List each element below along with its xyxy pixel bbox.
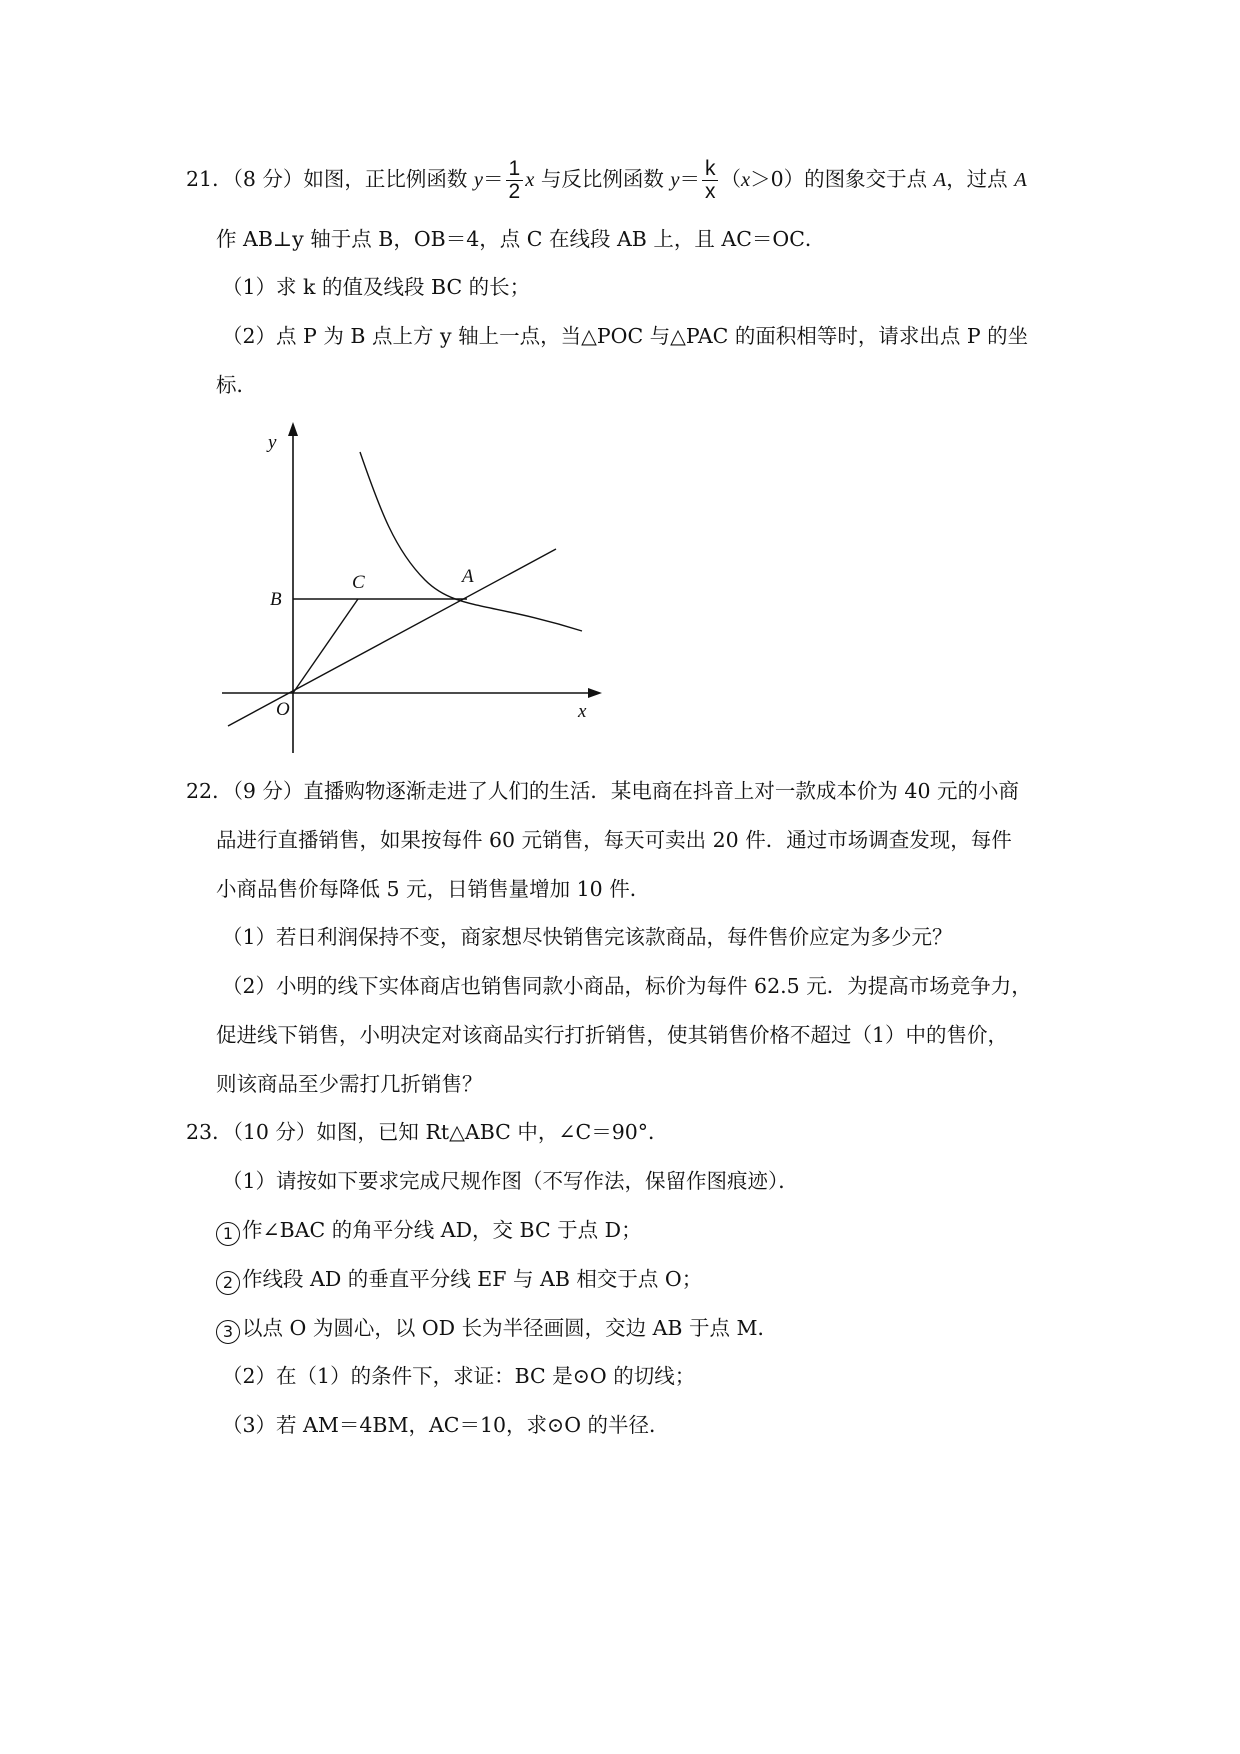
q21-prefix: 21．（8 分）如图，正比例函数 (186, 167, 474, 191)
q23-part2: （2）在（1）的条件下，求证：BC 是⊙O 的切线； (222, 1364, 696, 1388)
q23-step2-text: 作线段 AD 的垂直平分线 EF 与 AB 相交于点 O； (242, 1267, 703, 1291)
fraction-denominator: x (704, 180, 716, 203)
fraction-numerator: k (702, 158, 719, 181)
q22-line3: 小商品售价每降低 5 元，日销售量增加 10 件． (216, 877, 651, 901)
q21-mid: 与反比例函数 (534, 167, 671, 191)
q23-step3-text: 以点 O 为圆心，以 OD 长为半径画圆，交边 AB 于点 M． (242, 1316, 779, 1340)
label-o: O (276, 699, 290, 720)
fraction-k-over-x (702, 158, 719, 203)
fraction-denominator: 2 (508, 180, 521, 203)
label-c: C (352, 572, 365, 593)
q21-part1: （1）求 k 的值及线段 BC 的长； (222, 275, 531, 299)
q21-cond-rest: ＞0）的图象交于点 (750, 167, 934, 191)
hyperbola-k-over-x (360, 452, 582, 631)
q21-eq2: ＝ (679, 167, 700, 191)
circled-number-3: 3 (216, 1320, 240, 1344)
q22-line2: 品进行直播销售，如果按每件 60 元销售，每天可卖出 20 件．通过市场调查发现，每件 (216, 828, 1012, 852)
q21-part2-line1: （2）点 P 为 B 点上方 y 轴上一点，当△POC 与△PAC 的面积相等时，请求出点 P 的坐 (222, 324, 1029, 348)
label-a: A (462, 566, 474, 587)
q21-eq1: ＝ (483, 167, 504, 191)
q21-x1: x (525, 169, 535, 191)
q21-line2: 作 AB⊥y 轴于点 B，OB＝4，点 C 在线段 AB 上，且 AC＝OC． (216, 227, 826, 251)
circled-number-1: 1 (216, 1222, 240, 1246)
q22-part2-line1: （2）小明的线下实体商店也销售同款小商品，标价为每件 62.5 元．为提高市场竞争力， (222, 974, 1032, 998)
label-x: x (578, 701, 587, 722)
q21-tail: ，过点 (946, 167, 1015, 191)
q21-point-a-2: A (1014, 169, 1027, 191)
q21-cond-open: （ (720, 167, 741, 191)
y-axis-arrow (288, 422, 298, 436)
q22-part1: （1）若日利润保持不变，商家想尽快销售完该款商品，每件售价应定为多少元？ (222, 925, 953, 949)
q23-line1: 23．（10 分）如图，已知 Rt△ABC 中，∠C＝90°． (186, 1120, 669, 1144)
fraction-numerator: 1 (506, 158, 524, 181)
q22-part2-line2: 促进线下销售，小明决定对该商品实行打折销售，使其销售价格不超过（1）中的售价， (216, 1023, 1009, 1047)
q23-step1-text: 作∠BAC 的角平分线 AD，交 BC 于点 D； (242, 1218, 642, 1242)
q23-part1: （1）请按如下要求完成尺规作图（不写作法，保留作图痕迹）． (222, 1169, 799, 1193)
q23-step2 (216, 1264, 702, 1295)
x-axis-arrow (588, 688, 602, 698)
circled-number-2: 2 (216, 1271, 240, 1295)
fraction-one-half (506, 158, 524, 203)
q21-part2-line2: 标． (216, 373, 257, 397)
label-y: y (268, 432, 277, 453)
q23-step3 (216, 1313, 778, 1344)
q21-point-a: A (933, 169, 947, 191)
segment-oc (293, 599, 358, 693)
q21-figure (210, 410, 610, 760)
q23-step1 (216, 1215, 642, 1246)
q22-line1: 22．（9 分）直播购物逐渐走进了人们的生活．某电商在抖音上对一款成本价为 40 元的小商 (186, 779, 1020, 803)
q22-part2-line3: 则该商品至少需打几折销售？ (216, 1072, 483, 1096)
q21-y1: y (473, 169, 484, 191)
q23-part3: （3）若 AM＝4BM，AC＝10，求⊙O 的半径． (222, 1413, 670, 1437)
label-b: B (270, 589, 282, 610)
q21-cond-x: x (740, 169, 751, 191)
q21-y2: y (670, 169, 680, 191)
q21-line1 (186, 158, 1027, 203)
